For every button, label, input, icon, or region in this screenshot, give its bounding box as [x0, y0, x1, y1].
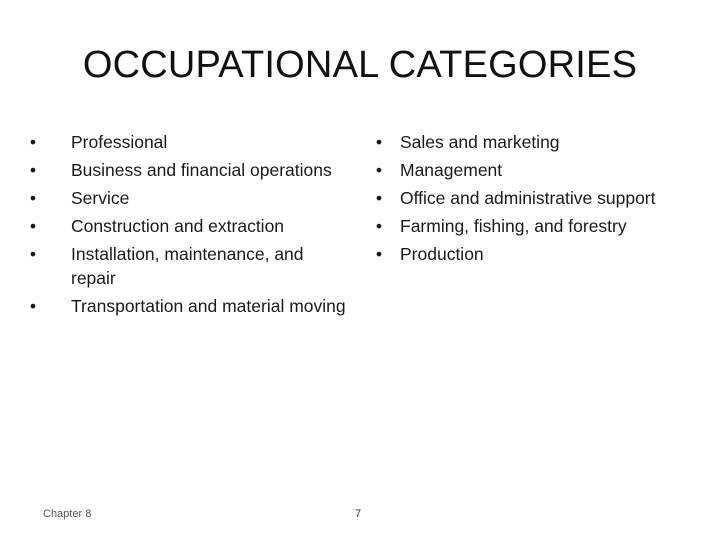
list-item: [375, 158, 705, 182]
bullet-icon: •: [375, 244, 383, 264]
bullet-icon: •: [375, 132, 383, 152]
bullet-icon: •: [375, 188, 383, 208]
bullet-icon: •: [29, 188, 37, 208]
slide-title: OCCUPATIONAL CATEGORIES: [82, 44, 638, 86]
list-item: [26, 214, 346, 238]
list-item: [375, 130, 705, 154]
list-item: [26, 130, 346, 154]
list-item-label: Farming, fishing, and forestry: [400, 216, 627, 236]
bullet-icon: •: [375, 160, 383, 180]
list-item-label: Production: [400, 244, 484, 264]
page-number: 7: [355, 508, 362, 520]
list-item: [26, 294, 346, 318]
list-item: [26, 242, 346, 290]
left-bullet-list: [26, 130, 346, 322]
list-item-label: Installation, maintenance, and repair: [71, 244, 304, 288]
list-item: [375, 214, 705, 238]
list-item-label: Professional: [71, 132, 168, 152]
footer-chapter-label: Chapter 8: [43, 508, 92, 520]
bullet-icon: •: [29, 244, 37, 264]
list-item-label: Business and financial operations: [71, 160, 332, 180]
list-item-label: Management: [400, 160, 503, 180]
list-item: [375, 186, 705, 210]
list-item-label: Service: [71, 188, 130, 208]
list-item-label: Office and administrative support: [400, 188, 656, 208]
bullet-icon: •: [29, 160, 37, 180]
list-item: [26, 186, 346, 210]
list-item-label: Transportation and material moving: [71, 296, 346, 316]
bullet-icon: •: [29, 296, 37, 316]
list-item-label: Sales and marketing: [400, 132, 560, 152]
bullet-icon: •: [29, 132, 37, 152]
list-item: [26, 158, 346, 182]
bullet-icon: •: [375, 216, 383, 236]
right-bullet-list: [375, 130, 705, 270]
list-item-label: Construction and extraction: [71, 216, 285, 236]
bullet-icon: •: [29, 216, 37, 236]
list-item: [375, 242, 705, 266]
